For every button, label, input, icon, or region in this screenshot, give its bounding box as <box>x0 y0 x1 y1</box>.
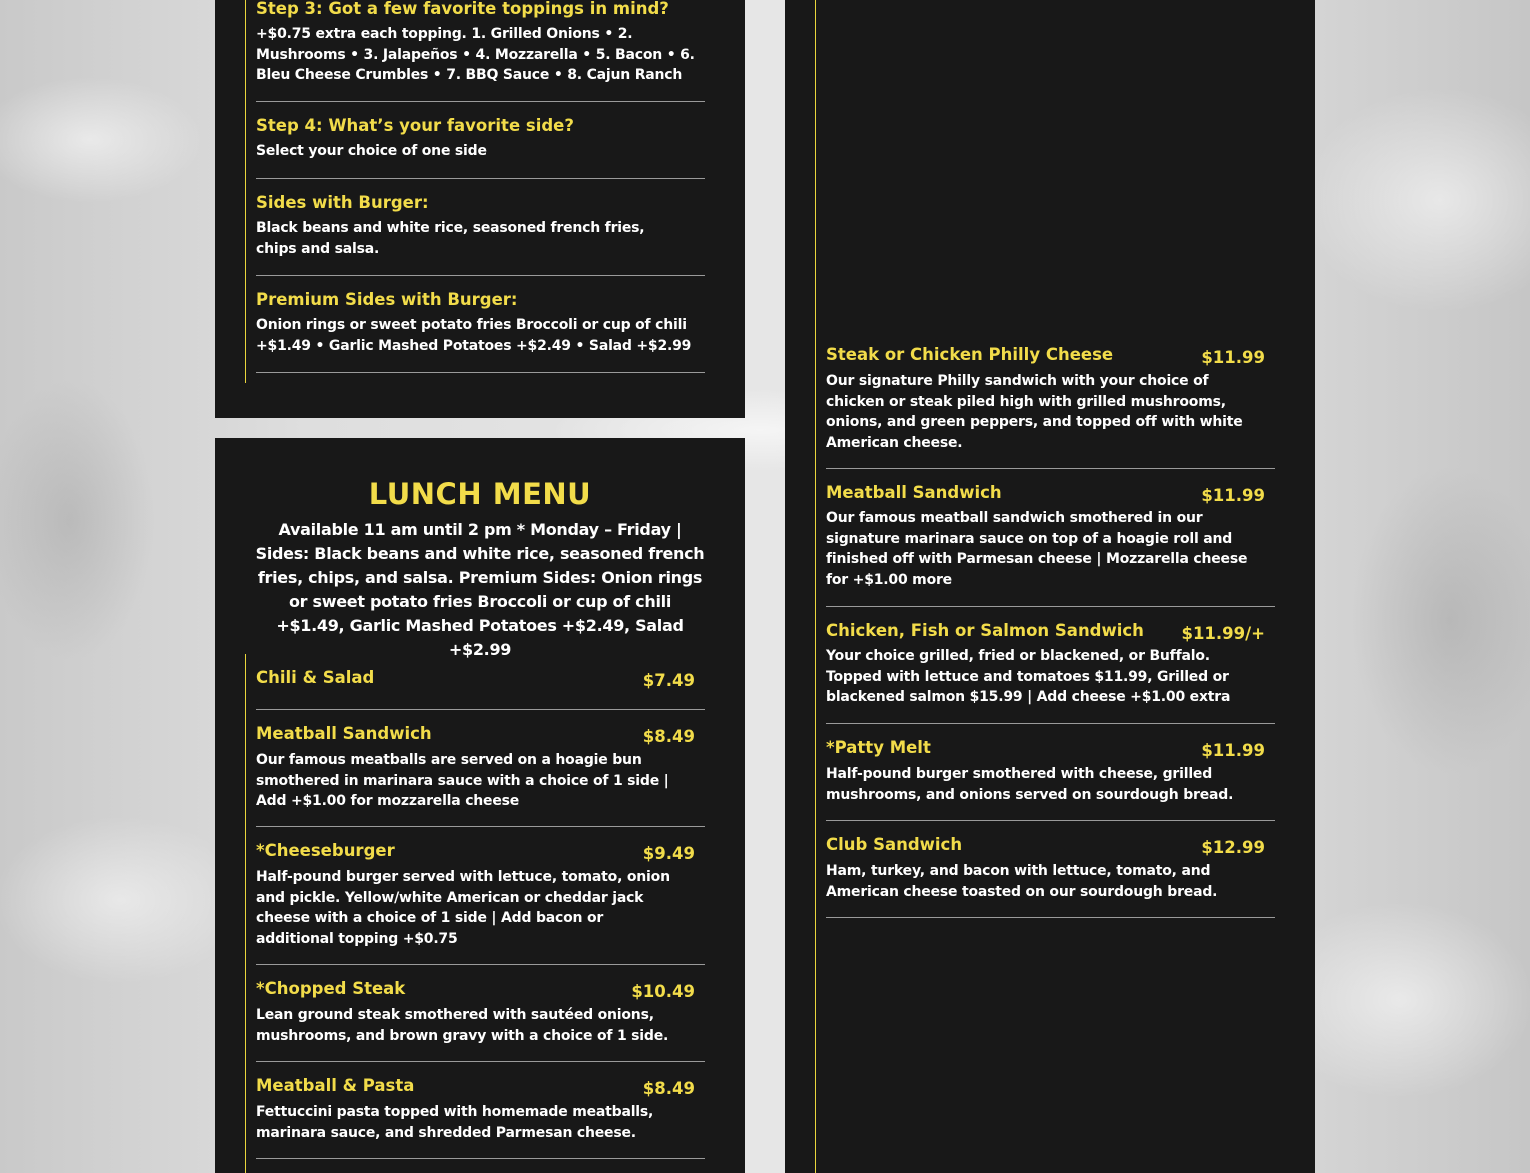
divider <box>256 964 705 965</box>
divider <box>826 723 1275 724</box>
menu-item-desc: Your choice grilled, fried or blackened, or Buffalo. Topped with lettuce and tomatoes $11.99, Grilled or blackened salmon $15.99 | Add cheese +$1.00 extra <box>826 648 1231 705</box>
menu-item-name: Chili & Salad <box>256 668 375 687</box>
menu-item-name: *Chopped Steak <box>256 979 406 998</box>
divider <box>256 826 705 827</box>
divider <box>256 1061 705 1062</box>
menu-item-price: $11.99 <box>1201 486 1265 505</box>
menu-item-price: $11.99 <box>1201 348 1265 367</box>
divider <box>826 468 1275 469</box>
menu-item-price: $9.49 <box>642 844 695 863</box>
menu-item-name: Meatball & Pasta <box>256 1076 415 1095</box>
menu-item-desc: Half-pound burger served with lettuce, tomato, onion and pickle. Yellow/white American or cheddar jack cheese with a choice of 1 side | Add bacon or additional topping +$0.75 <box>256 869 670 947</box>
menu-item-desc: Fettuccini pasta topped with homemade meatballs, marinara sauce, and shredded Parmesan cheese. <box>256 1104 654 1141</box>
menu-item-desc: Half-pound burger smothered with cheese, grilled mushrooms, and onions served on sourdough bread. <box>826 766 1234 803</box>
premium-sides-desc: Onion rings or sweet potato fries Broccoli or cup of chili +$1.49 • Garlic Mashed Potatoes +$2.49 • Salad +$2.99 <box>256 317 692 354</box>
menu-item-price: $8.49 <box>642 1079 695 1098</box>
lunch-menu-subtitle: Available 11 am until 2 pm * Monday – Friday | Sides: Black beans and white rice, seasoned french fries, chips, and salsa. Premium Sides: Onion rings or sweet potato fries Broccoli or cup of chili +$1.49, Garlic Mashed Potatoes +$2.49, Salad +$2.99 <box>255 520 705 659</box>
menu-item-desc: Our famous meatballs are served on a hoagie bun smothered in marinara sauce with a choice of 1 side | Add +$1.00 for mozzarella cheese <box>256 752 669 809</box>
menu-item-desc: Lean ground steak smothered with sautéed onions, mushrooms, and brown gravy with a choice of 1 side. <box>256 1007 669 1044</box>
menu-item-price: $7.49 <box>642 671 695 690</box>
menu-item-desc: Our signature Philly sandwich with your choice of chicken or steak piled high with grilled mushrooms, onions, and green peppers, and topped off with white American cheese. <box>826 373 1243 451</box>
menu-item-name: Meatball Sandwich <box>256 724 432 743</box>
menu-item-desc: Ham, turkey, and bacon with lettuce, tomato, and American cheese toasted on our sourdough bread. <box>826 863 1218 900</box>
menu-item-name: *Patty Melt <box>826 738 931 757</box>
divider <box>256 275 705 276</box>
burger-steps-accent-line <box>245 0 246 383</box>
step4-title: Step 4: What’s your favorite side? <box>256 116 574 135</box>
divider <box>826 917 1275 918</box>
divider <box>256 178 705 179</box>
menu-item-name: Chicken, Fish or Salmon Sandwich <box>826 621 1144 640</box>
step4-desc: Select your choice of one side <box>256 143 487 159</box>
lunch-menu-title: LUNCH MENU <box>368 477 592 511</box>
step3-desc: +$0.75 extra each topping. 1. Grilled Onions • 2. Mushrooms • 3. Jalapeños • 4. Mozzarella • 5. Bacon • 6. Bleu Cheese Crumbles • 7. BBQ Sauce • 8. Cajun Ranch <box>256 26 695 83</box>
lunch-menu-accent-line <box>245 654 246 1173</box>
divider <box>256 1158 705 1159</box>
step3-title: Step 3: Got a few favorite toppings in mind? <box>256 0 669 18</box>
sides-desc: Black beans and white rice, seasoned french fries, chips and salsa. <box>256 220 645 257</box>
menu-item-name: *Cheeseburger <box>256 841 395 860</box>
premium-sides-title: Premium Sides with Burger: <box>256 290 518 309</box>
menu-item-name: Meatball Sandwich <box>826 483 1002 502</box>
menu-item-price: $10.49 <box>631 982 695 1001</box>
menu-item-name: Club Sandwich <box>826 835 963 854</box>
menu-item-name: Steak or Chicken Philly Cheese <box>826 345 1114 364</box>
divider <box>256 709 705 710</box>
menu-item-price: $12.99 <box>1201 838 1265 857</box>
sandwiches-accent-line <box>815 0 816 1173</box>
divider <box>826 606 1275 607</box>
divider <box>256 372 705 373</box>
sides-title: Sides with Burger: <box>256 193 429 212</box>
divider <box>256 101 705 102</box>
menu-item-price: $11.99 <box>1201 741 1265 760</box>
menu-item-price: $8.49 <box>642 727 695 746</box>
menu-item-price: $11.99/+ <box>1181 624 1265 643</box>
divider <box>826 820 1275 821</box>
menu-item-desc: Our famous meatball sandwich smothered in our signature marinara sauce on top of a hoagie roll and finished off with Parmesan cheese | Mozzarella cheese for +$1.00 more <box>826 510 1248 588</box>
